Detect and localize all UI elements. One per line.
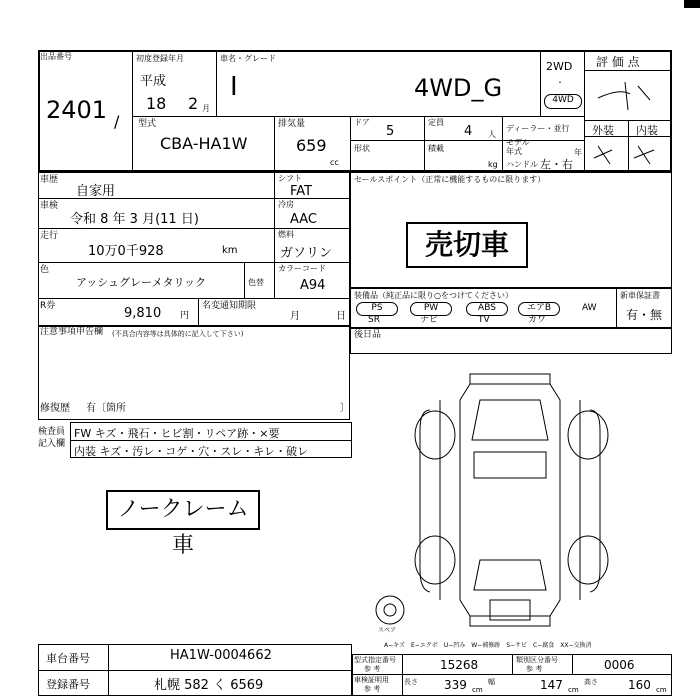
- capacity-label: 定員: [428, 118, 444, 127]
- drive-4wd: 4WD: [552, 95, 574, 105]
- lot-label: 出品番号: [40, 52, 72, 61]
- equip-pw: PW: [410, 302, 452, 316]
- height: 160: [628, 678, 651, 692]
- sales-stamp: [406, 222, 528, 268]
- notes-sublabel: (不具合内容等は具体的に記入して下さい): [112, 330, 244, 338]
- fuel: ガソリン: [280, 246, 333, 261]
- reg-month-unit: 月: [202, 104, 210, 113]
- year-unit: 年: [574, 148, 582, 157]
- inspection: 令和 8 年 3 月(11 日): [70, 212, 199, 227]
- equipment-label: 装備品（純正品に限り○をつけてください）: [354, 291, 513, 300]
- aftermarket-label: 後日品: [354, 330, 382, 340]
- model: CBA-HA1W: [160, 134, 248, 153]
- door-label: ドア: [354, 118, 370, 127]
- mileage: 10万0千928: [88, 244, 164, 259]
- notes-frame: [38, 326, 350, 420]
- shift: FAT: [290, 184, 313, 199]
- inspector-label-1: 検査員: [38, 427, 66, 437]
- class-no-label: 類別区分番号: [516, 656, 558, 664]
- type-no: 15268: [440, 658, 479, 672]
- equip-airbag: エアB: [518, 302, 560, 316]
- drive-2wd: 2WD: [546, 60, 573, 73]
- doors: 5: [386, 124, 395, 139]
- kg-unit: kg: [488, 160, 498, 169]
- cert-sub: 参 考: [364, 685, 381, 693]
- transfer-day: 日: [336, 311, 346, 322]
- yen-unit: 円: [180, 311, 190, 321]
- ac-label: 冷房: [278, 200, 294, 209]
- equip-navi: ナビ: [420, 315, 439, 325]
- car-diagram: [360, 370, 660, 635]
- lot-slash: /: [114, 112, 120, 131]
- equip-aw: AW: [582, 303, 597, 313]
- sales-label: セールスポイント（正常に機能するものに限ります）: [354, 175, 546, 184]
- reg-month: 2: [188, 94, 199, 113]
- ac: AAC: [290, 212, 317, 227]
- transfer-label: 名変通知期限: [202, 301, 257, 311]
- chassis: HA1W-0004662: [170, 648, 272, 663]
- lot-number: 2401: [46, 96, 108, 124]
- exterior-label: 外装: [592, 124, 614, 137]
- width: 147: [540, 678, 563, 692]
- mileage-label: 走行: [40, 231, 59, 241]
- handle-label: ハンドル: [506, 160, 538, 169]
- dealer-label: ディーラー・並行: [506, 124, 570, 133]
- length-label: 長さ: [404, 678, 418, 686]
- displacement: 659: [296, 136, 327, 155]
- repaint-label: 色替: [248, 278, 264, 287]
- cert-label: 車検証明用: [354, 676, 389, 684]
- history: 自家用: [76, 184, 116, 199]
- displacement-label: 排気量: [278, 119, 306, 129]
- grade-marks: [590, 140, 670, 170]
- person-unit: 人: [488, 130, 496, 139]
- shape-label: 形状: [354, 144, 370, 153]
- car-name: I: [230, 72, 238, 102]
- transfer-month: 月: [290, 311, 300, 322]
- class-no-sub: 参 考: [526, 665, 543, 673]
- grade: 4WD_G: [414, 74, 503, 102]
- no-claim-text: ノークレーム車: [117, 497, 249, 558]
- type-no-sub: 参 考: [364, 665, 381, 673]
- interior-label: 内装: [636, 124, 658, 137]
- no-claim-stamp: [106, 490, 260, 558]
- drive-4wd-circled: [544, 94, 582, 109]
- model-label: 型式: [138, 119, 157, 129]
- car-name-label: 車名・グレード: [220, 54, 276, 63]
- repair-value: 有〔箇所: [86, 403, 126, 414]
- length: 339: [444, 678, 467, 692]
- era: 平成: [140, 74, 167, 89]
- model-year-label: モデル年式: [506, 138, 530, 156]
- color-code-label: カラーコード: [278, 264, 326, 273]
- recycle-label: R券: [40, 301, 56, 311]
- recycle: 9,810: [124, 306, 162, 321]
- equip-ps: PS: [356, 302, 398, 316]
- color-code: A94: [300, 278, 326, 293]
- cc-unit: cc: [330, 158, 339, 167]
- inspector-label-2: 記入欄: [38, 439, 66, 449]
- diagram-legend: A−キズ E−エクボ U−凹み W−補修跡 S−サビ C−腐食 XX−交換済: [384, 642, 592, 649]
- reg-year-label: 初度登録年月: [136, 54, 184, 63]
- equip-sr: SR: [368, 315, 380, 325]
- equip-tv: TV: [478, 315, 490, 325]
- sales-stamp-text: 売切車: [424, 228, 509, 261]
- history-label: 車歴: [40, 175, 59, 185]
- aftermarket-frame: [350, 328, 672, 354]
- reg-year: 18: [146, 94, 167, 113]
- length-unit: cm: [472, 686, 483, 694]
- reg-label: 登録番号: [46, 678, 90, 691]
- corner-mark: [684, 0, 700, 8]
- height-unit: cm: [656, 686, 667, 694]
- spare-label: スペア: [378, 627, 397, 634]
- height-label: 高さ: [584, 678, 598, 686]
- inspector-row1: FW キズ・飛石・ヒビ割・リペア跡・×要: [74, 427, 280, 440]
- shift-label: シフト: [278, 174, 302, 183]
- warranty-value: 有・無: [626, 308, 663, 322]
- inspector-row2: 内装 キズ・汚レ・コゲ・穴・スレ・キレ・破レ: [74, 445, 309, 458]
- capacity: 4: [464, 124, 473, 139]
- notes-label: 注意事項申告欄: [40, 327, 104, 337]
- chassis-label: 車台番号: [46, 652, 90, 665]
- repair-close: 〕: [340, 403, 350, 414]
- repair-label: 修復歴: [40, 403, 70, 414]
- eval-label: 評 価 点: [596, 55, 640, 69]
- eval-scribble: [590, 76, 660, 116]
- width-unit: cm: [568, 686, 579, 694]
- km-unit: km: [222, 245, 238, 256]
- width-label: 幅: [488, 678, 495, 686]
- warranty-label: 新車保証書: [620, 291, 660, 300]
- color-label: 色: [40, 265, 50, 275]
- load-label: 積載: [428, 144, 444, 153]
- color: アッシュグレーメタリック: [76, 276, 207, 289]
- handle-value: 左・右: [540, 158, 573, 171]
- type-no-label: 型式指定番号: [354, 656, 396, 664]
- equip-abs: ABS: [466, 302, 508, 316]
- equip-leather: カワ: [528, 315, 547, 325]
- class-no: 0006: [604, 658, 635, 672]
- reg: 札幌 582 く 6569: [154, 678, 264, 693]
- inspection-label: 車検: [40, 201, 59, 211]
- fuel-label: 燃料: [278, 230, 294, 239]
- drive-dot: ・: [556, 78, 564, 87]
